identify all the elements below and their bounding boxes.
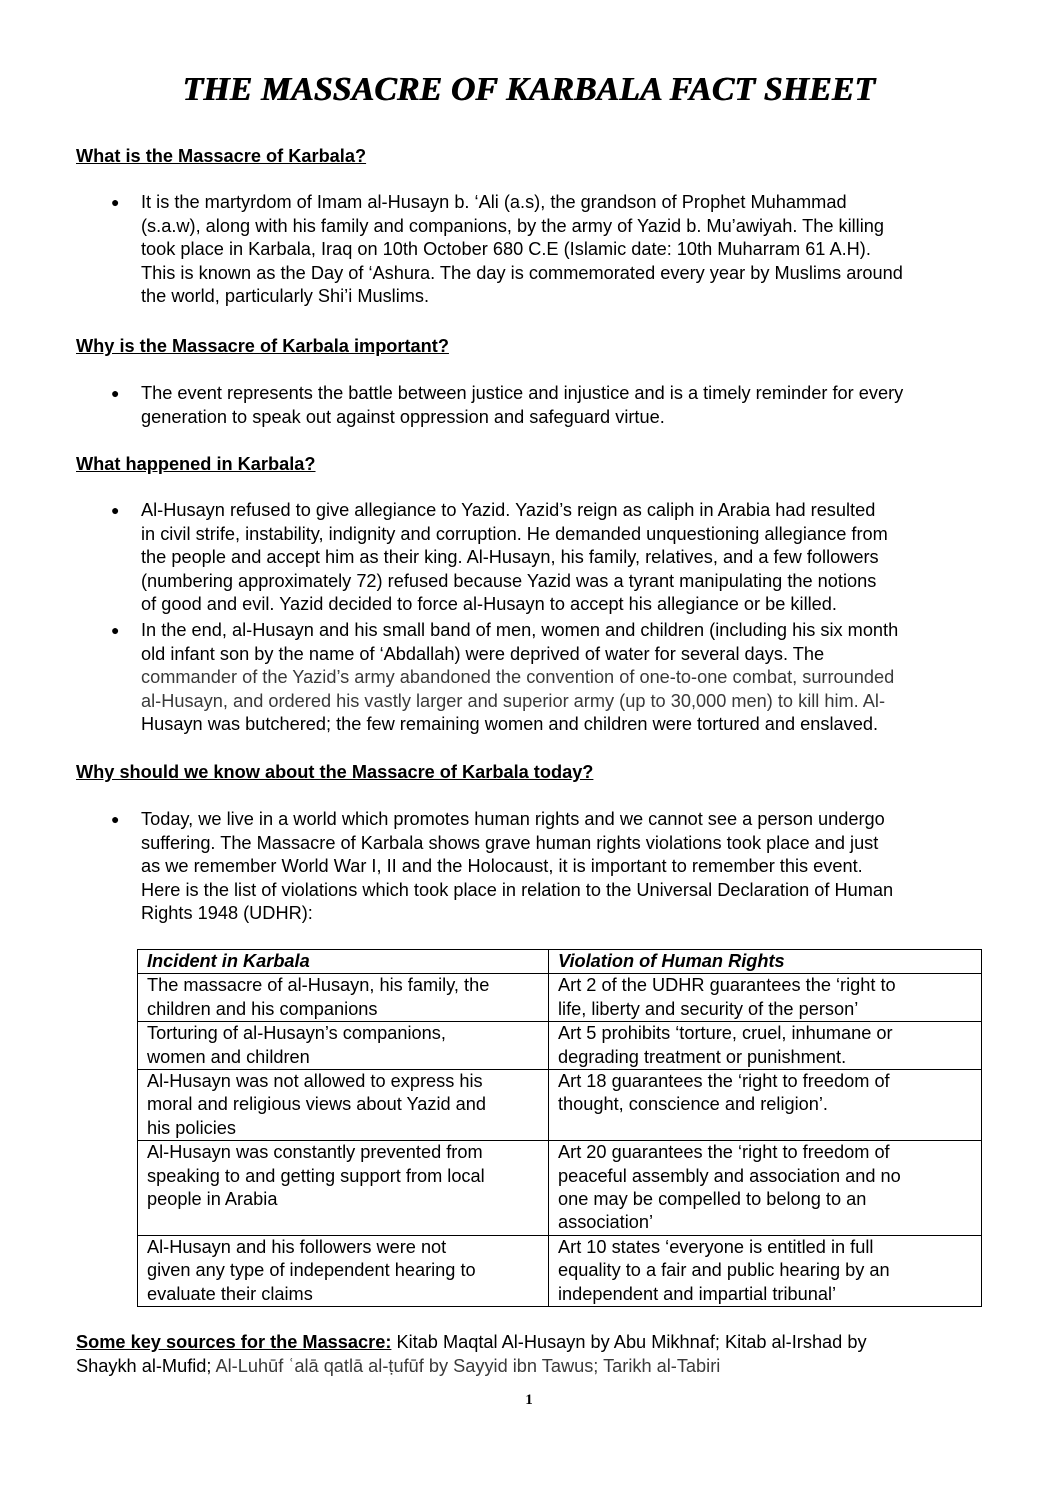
cell-line: Art 2 of the UDHR guarantees the ‘right to [558, 975, 896, 996]
bullet-icon: ● [111, 622, 120, 638]
cell-line: Art 20 guarantees the ‘right to freedom of [558, 1142, 890, 1163]
sources-text: Al-Luhūf ʿalā qatlā al-ṭufūf by Sayyid ibn Tawus; Tarikh al-Tabiri [215, 1355, 721, 1376]
cell-line: his policies [147, 1117, 236, 1138]
section-heading-why-know: Why should we know about the Massacre of Karbala today? [76, 762, 594, 782]
column-header-violation: Violation of Human Rights [549, 950, 982, 974]
paragraph-line: the world, particularly Shi’i Muslims. [141, 286, 430, 306]
section-heading-why-important: Why is the Massacre of Karbala important? [76, 336, 449, 356]
bullet-paragraph [111, 191, 983, 309]
sources-text: Kitab Maqtal Al-Husayn by Abu Mikhnaf; Kitab al-Irshad by [391, 1332, 867, 1352]
paragraph-line: Rights 1948 (UDHR): [141, 903, 313, 923]
paragraph-line: It is the martyrdom of Imam al-Husayn b. ‘Ali (a.s), the grandson of Prophet Muhammad [141, 192, 847, 212]
cell-line: speaking to and getting support from local [147, 1165, 485, 1186]
paragraph-line: Here is the list of violations which took place in relation to the Universal Declaration of Human [141, 879, 894, 900]
cell-line: peaceful assembly and association and no [558, 1165, 901, 1186]
cell-line: Al-Husayn was not allowed to express his [147, 1071, 483, 1092]
table-row [138, 1070, 982, 1141]
section-heading-what-happened: What happened in Karbala? [76, 454, 316, 474]
cell-line: degrading treatment or punishment. [558, 1046, 847, 1067]
table-row [138, 1022, 982, 1070]
violation-cell [549, 1022, 982, 1070]
sources-label: Some key sources for the Massacre: [76, 1332, 392, 1352]
paragraph-line: al-Husayn, and ordered his vastly larger and superior army (up to 30,000 men) to kill him. Al- [141, 690, 886, 711]
cell-line: The massacre of al-Husayn, his family, the [147, 975, 490, 996]
violation-cell [549, 1235, 982, 1306]
paragraph-line: as we remember World War I, II and the Holocaust, it is important to remember this event. [141, 856, 863, 876]
column-header-incident: Incident in Karbala [138, 950, 549, 974]
bullet-paragraph [111, 808, 983, 926]
paragraph-line: Today, we live in a world which promotes human rights and we cannot see a person undergo [141, 809, 885, 829]
bullet-icon: ● [111, 502, 120, 518]
cell-line: life, liberty and security of the person’ [558, 998, 859, 1019]
violation-cell [549, 1141, 982, 1236]
paragraph-line: in civil strife, instability, indignity and corruption. He demanded unquestioning allegiance from [141, 523, 888, 544]
bullet-paragraph [111, 382, 983, 429]
incident-cell [138, 1022, 549, 1070]
incident-cell [138, 974, 549, 1022]
paragraph-line: suffering. The Massacre of Karbala shows grave human rights violations took place and just [141, 832, 879, 853]
table-row [138, 1235, 982, 1306]
cell-line: evaluate their claims [147, 1283, 313, 1304]
violation-cell [549, 974, 982, 1022]
paragraph-line: In the end, al-Husayn and his small band of men, women and children (including his six month [141, 620, 899, 640]
violation-cell [549, 1070, 982, 1141]
paragraph-line: the people and accept him as their king. Al-Husayn, his family, relatives, and a few followers [141, 547, 879, 567]
cell-line: women and children [147, 1046, 310, 1067]
cell-line: Art 5 prohibits ‘torture, cruel, inhumane or [558, 1023, 893, 1044]
bullet-paragraph [111, 619, 983, 737]
incident-cell [138, 1235, 549, 1306]
cell-line: independent and impartial tribunal’ [558, 1283, 837, 1304]
paragraph-line: old infant son by the name of ‘Abdallah) were deprived of water for several days. The [141, 643, 825, 664]
paragraph-line: Husayn was butchered; the few remaining women and children were tortured and enslaved. [141, 714, 879, 734]
section-heading-what-is: What is the Massacre of Karbala? [76, 146, 367, 166]
bullet-icon: ● [111, 385, 120, 401]
bullet-icon: ● [111, 811, 120, 827]
cell-line: equality to a fair and public hearing by an [558, 1260, 890, 1281]
cell-line: Al-Husayn was constantly prevented from [147, 1142, 483, 1163]
violations-table [137, 949, 982, 1307]
incident-cell [138, 1141, 549, 1236]
table-header-row [138, 950, 982, 974]
cell-line: Art 10 states ‘everyone is entitled in full [558, 1236, 874, 1257]
table-row [138, 974, 982, 1022]
bullet-icon: ● [111, 194, 120, 210]
cell-line: given any type of independent hearing to [147, 1260, 476, 1281]
cell-line: moral and religious views about Yazid and [147, 1094, 487, 1115]
sources-paragraph [76, 1331, 986, 1378]
table-row [138, 1141, 982, 1236]
cell-line: one may be compelled to belong to an [558, 1189, 867, 1210]
cell-line: association’ [558, 1212, 654, 1233]
paragraph-line: of good and evil. Yazid decided to force al-Husayn to accept his allegiance or be killed. [141, 594, 837, 614]
paragraph-line: The event represents the battle between justice and injustice and is a timely reminder for every [141, 383, 904, 403]
paragraph-line: (s.a.w), along with his family and companions, by the army of Yazid b. Mu’awiyah. The killing [141, 215, 884, 236]
paragraph-line: Al-Husayn refused to give allegiance to Yazid. Yazid’s reign as caliph in Arabia had resulted [141, 500, 876, 520]
paragraph-line: This is known as the Day of ‘Ashura. The day is commemorated every year by Muslims around [141, 262, 903, 283]
cell-line: people in Arabia [147, 1189, 278, 1210]
cell-line: Torturing of al-Husayn’s companions, [147, 1023, 446, 1044]
bullet-paragraph [111, 499, 983, 617]
paragraph-line: commander of the Yazid’s army abandoned the convention of one-to-one combat, surrounded [141, 667, 895, 687]
cell-line: Al-Husayn and his followers were not [147, 1236, 447, 1257]
cell-line: thought, conscience and religion’. [558, 1094, 828, 1115]
paragraph-line: took place in Karbala, Iraq on 10th October 680 C.E (Islamic date: 10th Muharram 61 A.H). [141, 239, 871, 259]
paragraph-line: (numbering approximately 72) refused because Yazid was a tyrant manipulating the notions [141, 570, 877, 591]
cell-line: Art 18 guarantees the ‘right to freedom of [558, 1071, 890, 1092]
paragraph-line: generation to speak out against oppression and safeguard virtue. [141, 406, 665, 427]
incident-cell [138, 1070, 549, 1141]
cell-line: children and his companions [147, 998, 378, 1019]
sources-text: Shaykh al-Mufid; [76, 1355, 216, 1376]
page-title: THE MASSACRE OF KARBALA FACT SHEET [182, 71, 876, 108]
page-number: 1 [525, 1392, 533, 1408]
